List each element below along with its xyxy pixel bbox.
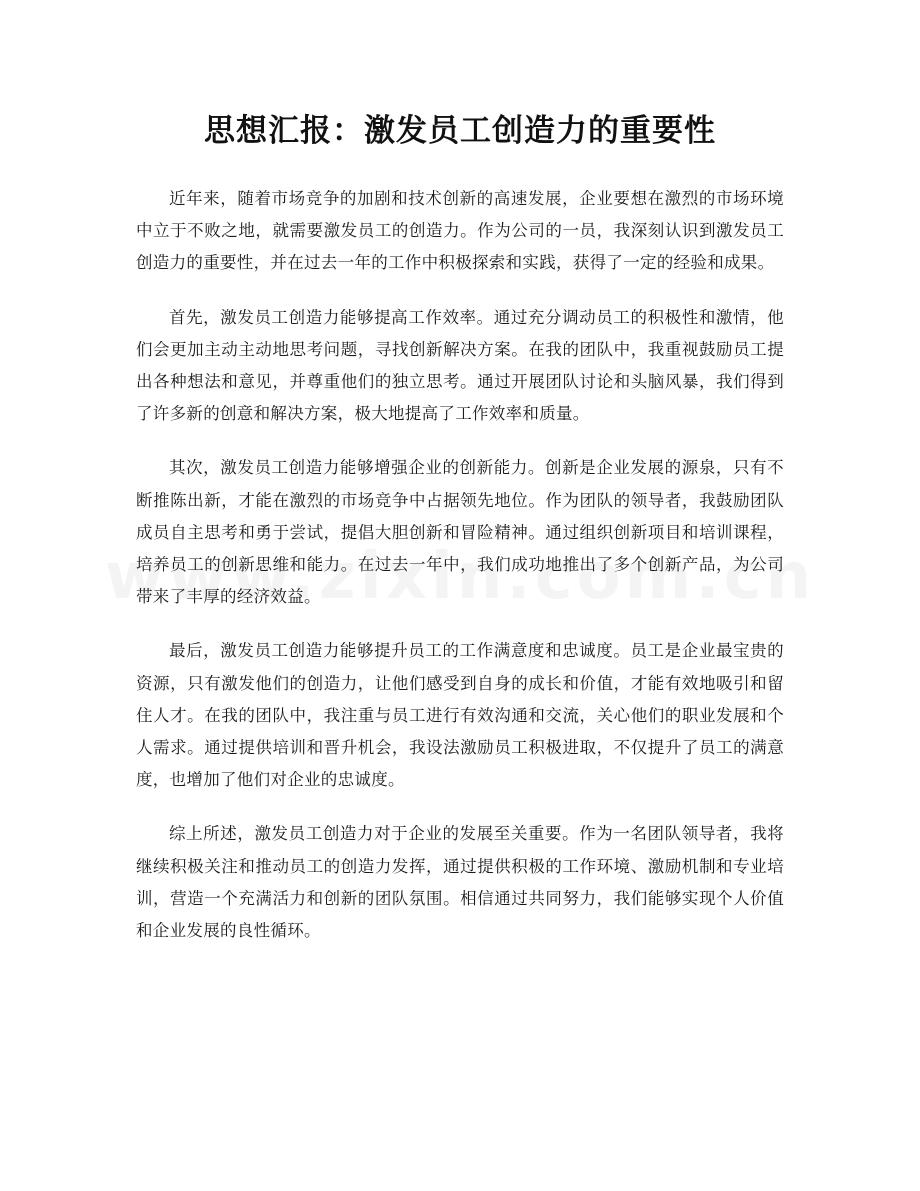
document-body bbox=[136, 183, 784, 969]
document-title: 思想汇报：激发员工创造力的重要性 bbox=[204, 113, 716, 149]
paragraph-first: 首先，激发员工创造力能够提高工作效率。通过充分调动员工的积极性和激情，他们会更加主动主动地思考问题，寻找创新解决方案。在我的团队中，我重视鼓励员工提出各种想法和意见，并尊重他们的独立思考。通过开展团队讨论和头脑风暴，我们得到了许多新的创意和解决方案，极大地提高了工作效率和质量。 bbox=[136, 307, 784, 424]
paragraph-conclusion: 综上所述，激发员工创造力对于企业的发展至关重要。作为一名团队领导者，我将继续积极关注和推动员工的创造力发挥，通过提供积极的工作环境、激励机制和专业培训，营造一个充满活力和创新的团队氛围。相信通过共同努力，我们能够实现个人价值和企业发展的良性循环。 bbox=[136, 824, 784, 941]
paragraph-second: 其次，激发员工创造力能够增强企业的创新能力。创新是企业发展的源泉，只有不断推陈出新，才能在激烈的市场竞争中占据领先地位。作为团队的领导者，我鼓励团队成员自主思考和勇于尝试，提倡大胆创新和冒险精神。通过组织创新项目和培训课程，培养员工的创新思维和能力。在过去一年中，我们成功地推出了多个创新产品，为公司带来了丰厚的经济效益。 bbox=[136, 458, 784, 607]
paragraph-last: 最后，激发员工创造力能够提升员工的工作满意度和忠诚度。员工是企业最宝贵的资源，只有激发他们的创造力，让他们感受到自身的成长和价值，才能有效地吸引和留住人才。在我的团队中，我注重与员工进行有效沟通和交流，关心他们的职业发展和个人需求。通过提供培训和晋升机会，我设法激励员工积极进取，不仅提升了员工的满意度，也增加了他们对企业的忠诚度。 bbox=[136, 641, 784, 790]
paragraph-intro: 近年来，随着市场竞争的加剧和技术创新的高速发展，企业要想在激烈的市场环境中立于不败之地，就需要激发员工的创造力。作为公司的一员，我深刻认识到激发员工创造力的重要性，并在过去一年的工作中积极探索和实践，获得了一定的经验和成果。 bbox=[136, 189, 784, 273]
